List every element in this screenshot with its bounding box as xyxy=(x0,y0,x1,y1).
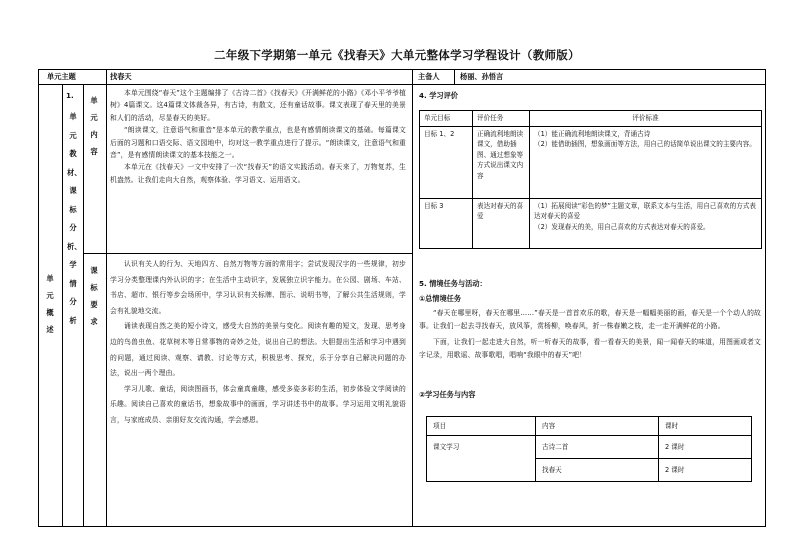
eval-task-cell: 表达对春天的喜爱 xyxy=(473,198,530,248)
eval-criteria-cell xyxy=(530,198,762,248)
standard-para: 认识有关人的行为、天地四方、自然万物等方面的常用字；尝试发现汉字的一些规律，初步学习分类整理课内外认识的字；在生活中主动识字，发展独立识字能力。在公园、剧场、车站、书店、超市、银行等步会场所中，学习认识有关标牌、图示、说明书等，了解公共生活规则，学会有礼貌地交流。 xyxy=(110,260,406,315)
table-row xyxy=(420,111,762,127)
standard-para: 学习儿歌、童话，阅读图画书，体会童真童趣，感受多姿多彩的生活，初步体验文学阅读的乐趣。阅读自己喜欢的童话书，想象故事中的画面，学习讲述书中的故事。学习运用文明礼貌语言，与家庭成员、亲朋好友交流沟通，学会感恩。 xyxy=(110,384,406,424)
eval-goal-cell: 目标 1、2 xyxy=(420,126,473,198)
situation-heading: 5. 情境任务与活动： xyxy=(419,279,487,288)
section1-number: 1. xyxy=(66,91,74,100)
eval-task-cell: 正确流利地朗读课文，借助插图、通过想象等方式说出课文内容 xyxy=(473,126,530,198)
criteria-line: （1）能正确流利地朗读课文，背诵古诗 xyxy=(534,129,651,138)
task-table xyxy=(426,416,752,482)
table-border-top xyxy=(38,69,766,70)
table-border-bottom xyxy=(38,526,766,527)
learning-task-heading: ②学习任务与内容 xyxy=(419,390,476,399)
task-header-content: 内容 xyxy=(536,417,659,436)
table-border-right xyxy=(765,69,766,527)
table-row xyxy=(427,459,752,482)
criteria-line: （2）发现春天的美，用自己喜欢的方式表达对春天的喜爱。 xyxy=(534,222,710,231)
eval-table xyxy=(419,110,762,249)
table-row xyxy=(427,417,752,436)
unit-theme-label: 单元主题 xyxy=(47,72,76,81)
content-para: “朗读课文，注意语气和重音”是本单元的教学重点，也是有感情朗读课文的基础。每篇课文后面的习题和口语交际、语文园地中，均对这一教学重点进行了提示。“朗读课文，注意语气和重音”，是有感情朗读课文的基本技能之一。 xyxy=(110,126,406,160)
header-divider-1 xyxy=(106,69,107,85)
task-project-cell: 课文学习 xyxy=(427,436,536,459)
task-content-cell: 找春天 xyxy=(536,459,659,482)
page-title: 二年级下学期第一单元《找春天》大单元整体学习学程设计（教师版） xyxy=(214,48,580,62)
left-col-divider-c xyxy=(106,84,107,527)
criteria-line: （2）能借助插图，想象画面等方法，用自己的话简单说出课文的主要内容。 xyxy=(534,140,756,148)
task-content-cell: 古诗二首 xyxy=(536,436,659,459)
left-col-divider-a xyxy=(62,84,63,527)
left-row-divider xyxy=(83,253,413,254)
eval-header-task: 评价任务 xyxy=(473,111,530,127)
content-label: 单元内容 xyxy=(90,96,98,156)
task-project-cell xyxy=(427,459,536,482)
table-border-left xyxy=(38,69,39,527)
overall-para: 下面，让我们一起走进大自然，听一听春天的故事，看一看春天的美景，闻一闻春天的味道，用图画或者文字记录，用歌谣、故事歌唱，唱响“我眼中的春天”吧！ xyxy=(419,338,761,359)
task-hours-cell: 2 课时 xyxy=(659,436,752,459)
unit-theme-value: 找春天 xyxy=(110,72,132,81)
task-header-hours: 课时 xyxy=(659,417,752,436)
eval-header-goal: 单元目标 xyxy=(420,111,473,127)
overall-task-body xyxy=(419,307,761,361)
preparer-label: 主备人 xyxy=(418,72,440,81)
overall-para: “春天在哪里呀，春天在哪里……”春天是一首首欢乐的歌，春天是一幅幅美丽的画，春天是一个个动人的故事。让我们一起去寻找春天，放风筝，赏杨柳，唤春风，折一株春嫩之枝，走一走开满鲜花的小路。 xyxy=(419,309,761,330)
overall-task-heading: ①总情境任务 xyxy=(419,294,462,303)
content-para: 本单元在《找春天》一文中安排了一次“找春天”的语文实践活动。春天来了，万物复苏，生机盎然。让我们走向大自然，观察体验、学习语文、运用语文。 xyxy=(110,163,406,184)
header-divider-3 xyxy=(454,69,455,85)
criteria-line: （1）拓展阅读“彩色的梦”主题文章，联系文本与生活，用自己喜欢的方式表达对春天的喜爱 xyxy=(534,201,757,220)
table-row xyxy=(420,198,762,248)
preparer-value: 杨丽、孙悟言 xyxy=(460,72,504,81)
eval-heading: 4. 学习评价 xyxy=(419,91,458,100)
eval-header-criteria: 评价标准 xyxy=(530,111,762,127)
outer-label: 单元概述 xyxy=(46,274,54,334)
section1-label: 单元教材、课标分析、学情分析 xyxy=(67,112,82,325)
eval-criteria-cell xyxy=(530,126,762,198)
content-body xyxy=(110,87,406,186)
table-row xyxy=(420,126,762,198)
header-divider-center xyxy=(412,69,413,527)
table-border-header-bottom xyxy=(38,84,766,85)
standard-label: 课标要求 xyxy=(90,266,98,326)
content-para: 本单元围绕“春天”这个主题编排了《古诗二首》《找春天》《开满鲜花的小路》《邓小平爷爷植树》4篇课文。这4篇课文体裁各异，有古诗，有散文，还有童话故事。课文表现了春天里的美景和人们的活动，尽显春天的美好。 xyxy=(110,89,406,122)
task-hours-cell: 2 课时 xyxy=(659,459,752,482)
standard-para: 诵读表现自然之美的短小诗文，感受大自然的美景与变化。阅读有趣的短文，发现、思考身边的鸟兽虫鱼、花草树木等日常事物的奇妙之处，说出自己的想法。大胆提出生活和学习中遇到的问题，通过阅读、观察、请教、讨论等方式，积极思考、探究，乐于分享自己解决问题的办法，说出一两个理由。 xyxy=(110,322,406,378)
table-row xyxy=(427,436,752,459)
standard-body xyxy=(110,257,406,429)
eval-goal-cell: 目标 3 xyxy=(420,198,473,248)
left-col-divider-b xyxy=(83,84,84,527)
task-header-project: 项目 xyxy=(427,417,536,436)
